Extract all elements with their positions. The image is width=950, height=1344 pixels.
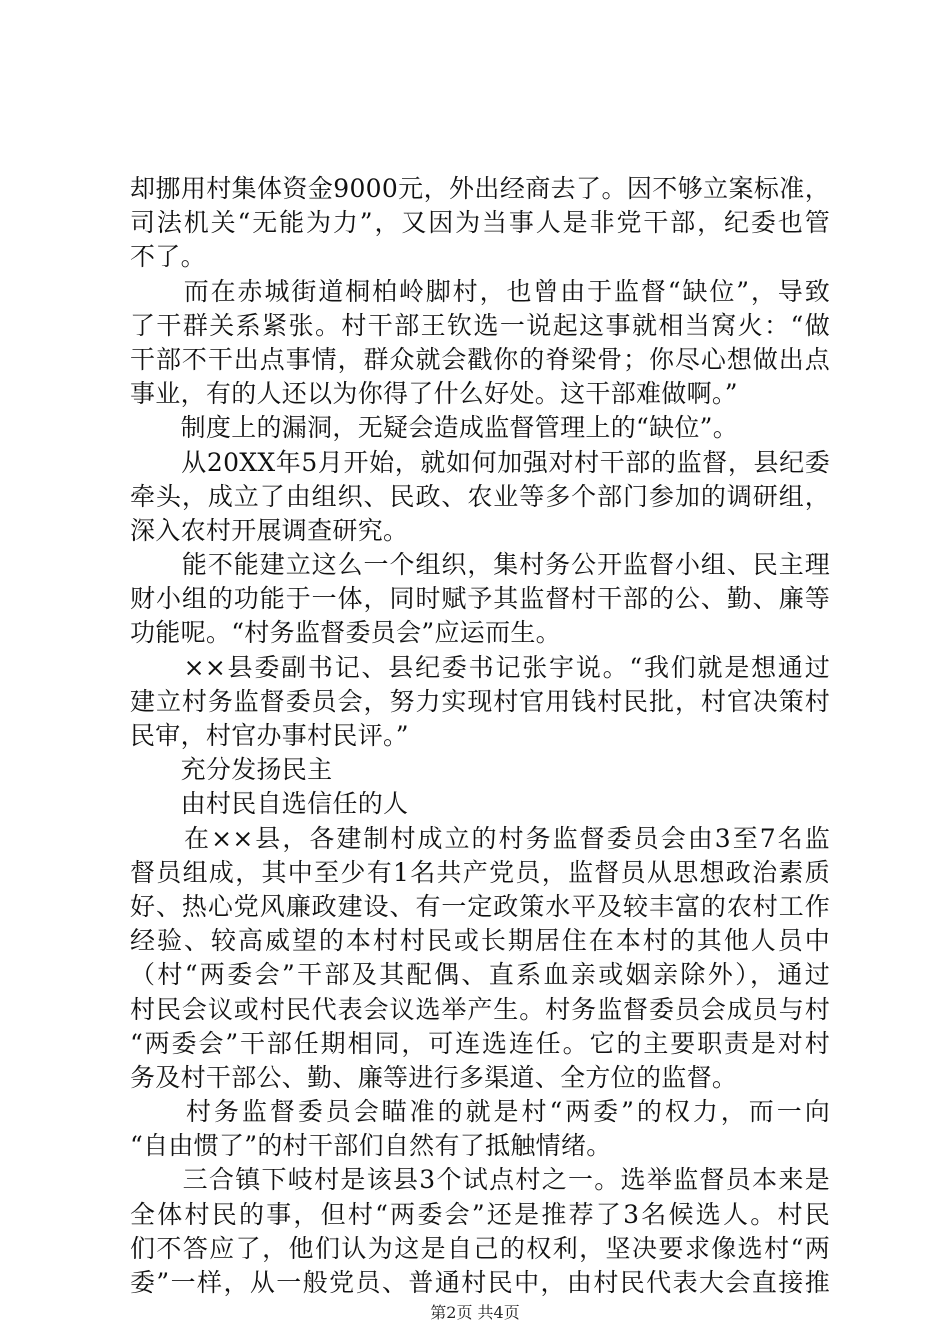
text-line: ××县委副书记、县纪委书记张宇说。“我们就是想通过 xyxy=(130,652,830,682)
text-line: 牵头，成立了由组织、民政、农业等多个部门参加的调研组， xyxy=(130,481,830,511)
text-line: 三合镇下岐村是该县3个试点村之一。选举监督员本来是 xyxy=(130,1165,830,1195)
text-line: 民审，村官办事村民评。” xyxy=(130,721,409,750)
text-line: 了干群关系紧张。村干部王钦选一说起这事就相当窝火：“做 xyxy=(130,310,830,340)
text-line: 们不答应了，他们认为这是自己的权利，坚决要求像选村“两 xyxy=(130,1233,830,1263)
text-line: “两委会”干部任期相同，可连选连任。它的主要职责是对村 xyxy=(130,1028,830,1058)
text-line: 制度上的漏洞，无疑会造成监督管理上的“缺位”。 xyxy=(130,413,739,443)
text-line: （村“两委会”干部及其配偶、直系血亲或姻亲除外），通过 xyxy=(130,960,830,990)
text-line: 全体村民的事，但村“两委会”还是推荐了3名候选人。村民 xyxy=(130,1199,830,1229)
text-line: 干部不干出点事情，群众就会戳你的脊梁骨；你尽心想做出点 xyxy=(130,344,830,374)
text-line: 财小组的功能于一体，同时赋予其监督村干部的公、勤、廉等 xyxy=(130,584,830,614)
text-line: 功能呢。“村务监督委员会”应运而生。 xyxy=(130,618,561,648)
text-line: 建立村务监督委员会，努力实现村官用钱村民批，村官决策村 xyxy=(130,686,830,716)
text-line: 村务监督委员会瞄准的就是村“两委”的权力，而一向 xyxy=(130,1097,830,1127)
text-line: 事业，有的人还以为你得了什么好处。这干部难做啊。” xyxy=(130,379,738,409)
text-line: 村民会议或村民代表会议选举产生。村务监督委员会成员与村 xyxy=(130,994,830,1024)
section-heading: 充分发扬民主 xyxy=(130,755,333,785)
text-line: 而在赤城街道桐柏岭脚村，也曾由于监督“缺位”，导致 xyxy=(130,276,830,306)
text-line: 督员组成，其中至少有1名共产党员，监督员从思想政治素质 xyxy=(130,857,830,887)
section-subheading: 由村民自选信任的人 xyxy=(130,789,409,819)
text-line: 经验、较高威望的本村村民或长期居住在本村的其他人员中 xyxy=(130,926,830,956)
text-line: 不了。 xyxy=(130,242,206,272)
text-line: 在××县，各建制村成立的村务监督委员会由3至7名监 xyxy=(130,823,830,853)
text-line: 务及村干部公、勤、廉等进行多渠道、全方位的监督。 xyxy=(130,1062,738,1092)
text-line: “自由惯了”的村干部们自然有了抵触情绪。 xyxy=(130,1131,612,1161)
page-number-footer: 第2页 共4页 xyxy=(430,1303,520,1322)
document-body xyxy=(130,172,830,1300)
text-line: 好、热心党风廉政建设、有一定政策水平及较丰富的农村工作 xyxy=(130,891,830,921)
text-line: 从20XX年5月开始，就如何加强对村干部的监督，县纪委 xyxy=(130,447,830,477)
text-line: 能不能建立这么一个组织，集村务公开监督小组、民主理 xyxy=(130,550,830,580)
text-line: 却挪用村集体资金9000元，外出经商去了。因不够立案标准， xyxy=(130,174,830,203)
text-line: 深入农村开展调查研究。 xyxy=(130,515,409,545)
text-line: 司法机关“无能为力”，又因为当事人是非党干部，纪委也管 xyxy=(130,208,830,238)
text-line: 委”一样，从一般党员、普通村民中，由村民代表大会直接推 xyxy=(130,1268,830,1297)
